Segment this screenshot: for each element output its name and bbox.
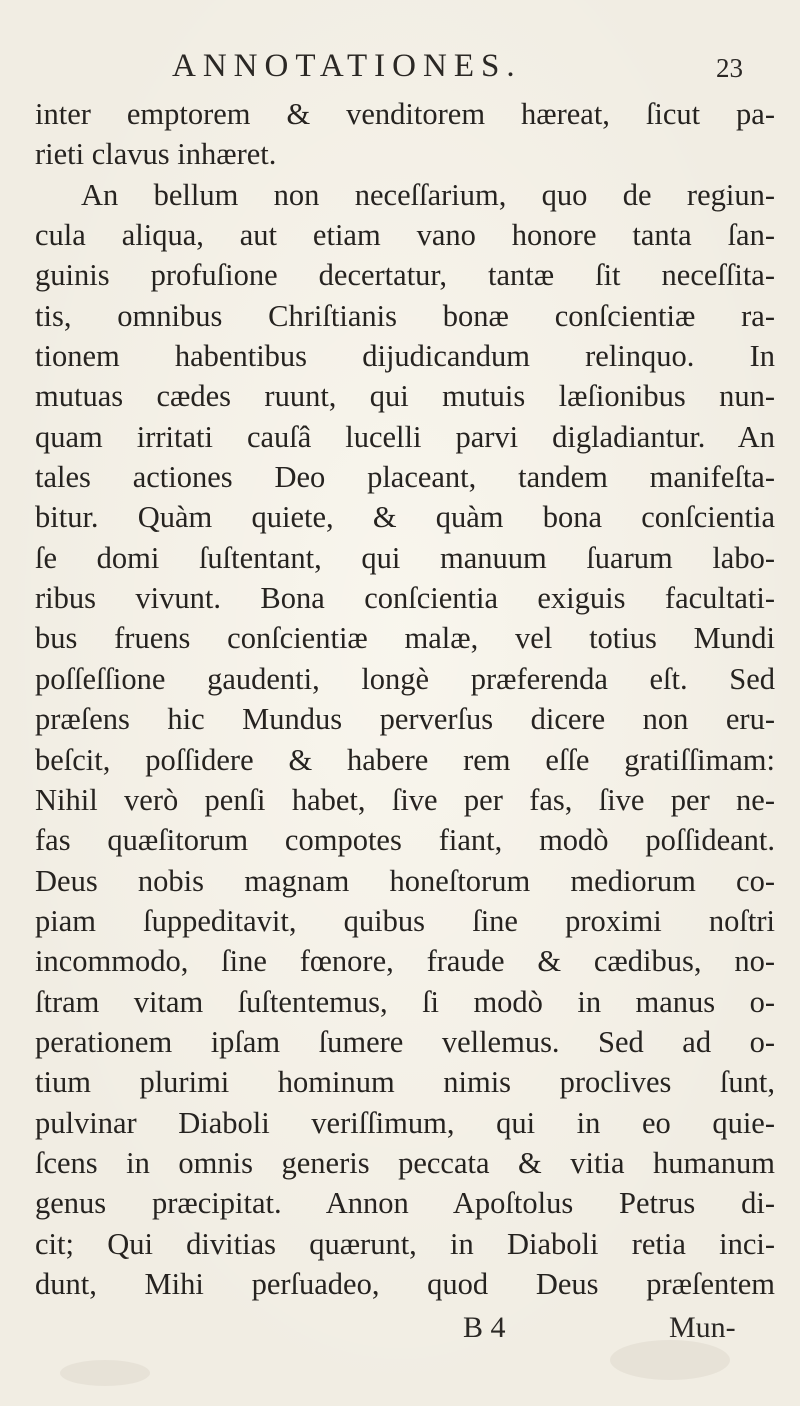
text-line: rieti clavus inhæret. [35, 137, 277, 172]
page-header [0, 44, 800, 88]
text-line: cit; Qui divitias quærunt, in Diaboli retia inci- [35, 1226, 775, 1261]
body-text [35, 94, 775, 1304]
text-line: tium plurimi hominum nimis proclives ſunt, [35, 1065, 775, 1100]
catchword: Mun- [669, 1311, 736, 1344]
text-line: tales actiones Deo placeant, tandem manifeſta- [35, 460, 775, 495]
paper-stain [60, 1360, 150, 1386]
text-line: incommodo, ſine fœnore, fraude & cædibus, no- [35, 944, 775, 979]
text-line: ſcens in omnis generis peccata & vitia humanum [35, 1145, 775, 1180]
running-head: ANNOTATIONES. [172, 48, 522, 84]
text-line: ſe domi ſuſtentant, qui manuum ſuarum labo- [35, 540, 775, 575]
text-line: ribus vivunt. Bona conſcientia exiguis facultati- [35, 581, 775, 616]
page-number: 23 [716, 53, 743, 83]
text-line: perationem ipſam ſumere vellemus. Sed ad o- [35, 1024, 775, 1059]
text-line: præſens hic Mundus perverſus dicere non eru- [35, 702, 775, 737]
text-line: guinis profuſione decertatur, tantæ ſit neceſſita- [35, 258, 775, 293]
text-line: An bellum non neceſſarium, quo de regiun- [81, 177, 775, 212]
text-line: ſtram vitam ſuſtentemus, ſi modò in manus o- [35, 984, 775, 1019]
signature-mark: B 4 [463, 1311, 506, 1344]
text-line: mutuas cædes ruunt, qui mutuis læſionibus nun- [35, 379, 775, 414]
text-line: pulvinar Diaboli veriſſimum, qui in eo quie- [35, 1105, 775, 1140]
text-line: genus præcipitat. Annon Apoſtolus Petrus di- [35, 1186, 775, 1221]
text-line: inter emptorem & venditorem hæreat, ſicut pa- [35, 97, 775, 131]
text-line: poſſeſſione gaudenti, longè præferenda eſt. Sed [35, 661, 775, 696]
text-line: fas quæſitorum compotes fiant, modò poſſideant. [35, 823, 775, 858]
text-line: cula aliqua, aut etiam vano honore tanta ſan- [35, 218, 775, 253]
text-line: piam ſuppeditavit, quibus ſine proximi noſtri [35, 903, 775, 938]
text-line: dunt, Mihi perſuadeo, quod Deus præſentem [35, 1266, 775, 1301]
page-footer [0, 1306, 800, 1350]
text-line: bus fruens conſcientiæ malæ, vel totius Mundi [35, 621, 775, 656]
text-line: bitur. Quàm quiete, & quàm bona conſcientia [35, 500, 775, 535]
text-line: Nihil verò penſi habet, ſive per fas, ſive per ne- [35, 782, 775, 817]
text-line: quam irritati cauſâ lucelli parvi digladiantur. An [35, 419, 775, 454]
text-line: Deus nobis magnam honeſtorum mediorum co- [35, 863, 775, 898]
text-line: beſcit, poſſidere & habere rem eſſe gratiſſimam: [35, 742, 775, 777]
text-line: tis, omnibus Chriſtianis bonæ conſcientiæ ra- [35, 298, 775, 333]
text-line: tionem habentibus dijudicandum relinquo. In [35, 339, 775, 374]
